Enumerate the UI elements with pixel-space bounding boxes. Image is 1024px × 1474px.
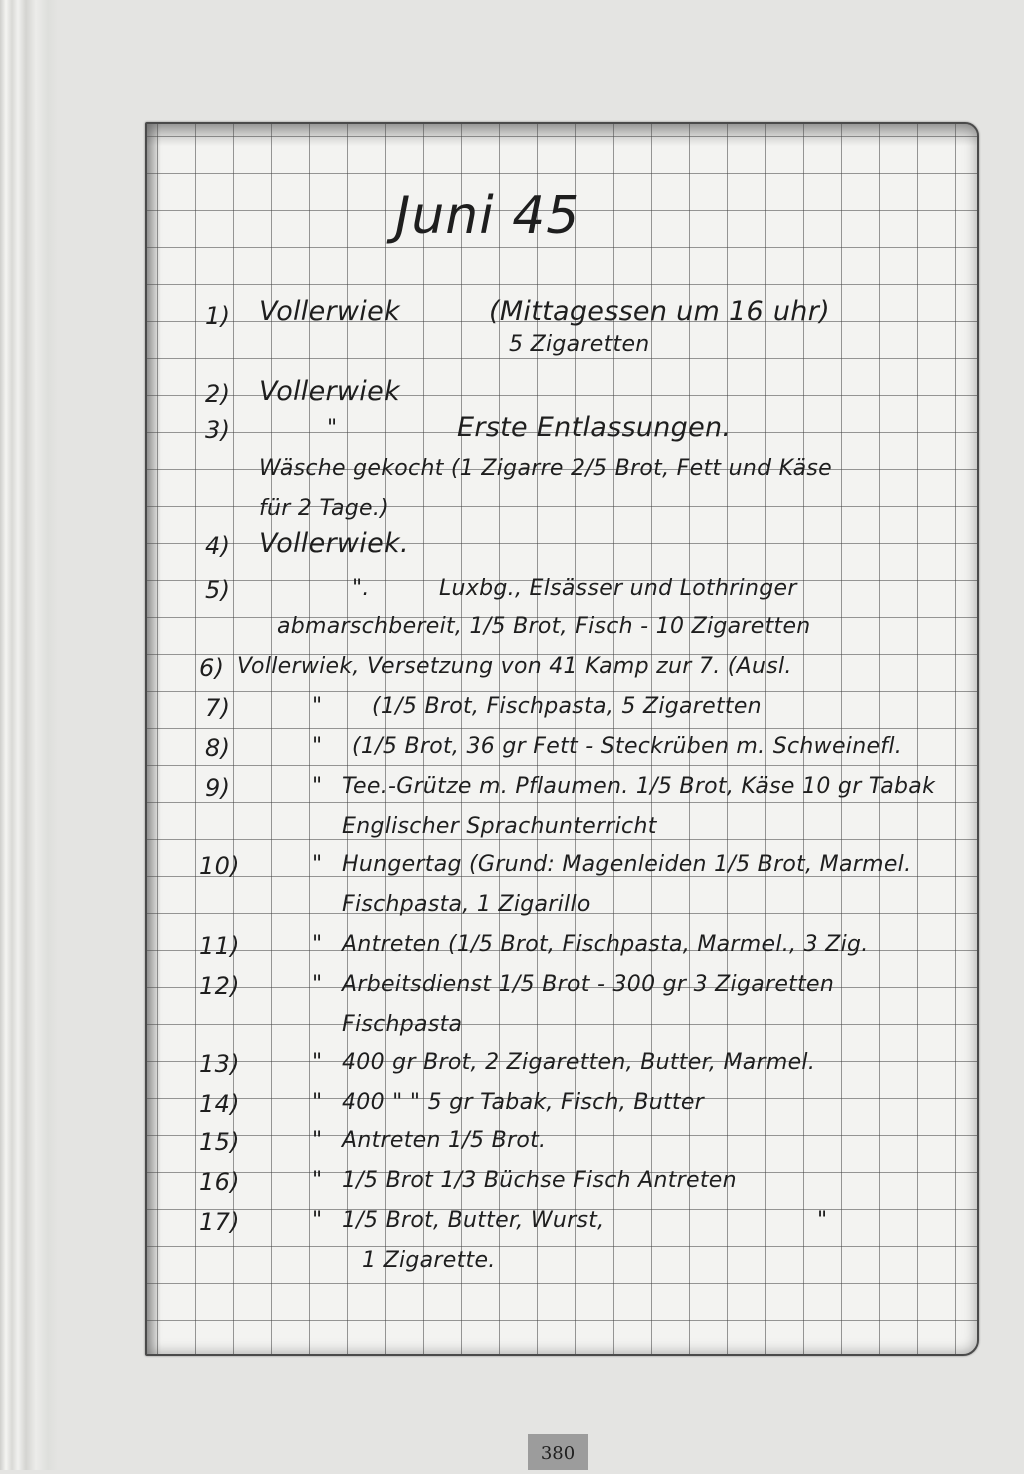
entry-text: Vollerwiek: [259, 296, 400, 327]
entry-text: 400 " " 5 gr Tabak, Fisch, Butter: [342, 1090, 705, 1115]
diary-title: Juni 45: [395, 186, 581, 246]
book-binding: [0, 0, 58, 1470]
entry-text: 1/5 Brot 1/3 Büchse Fisch Antreten: [342, 1168, 737, 1193]
entry-text: (1/5 Brot, 36 gr Fett - Steckrüben m. Schweinefl.: [352, 734, 903, 759]
ditto-mark: ": [312, 734, 323, 759]
entry-number: 6): [199, 654, 225, 682]
entry-number: 13): [199, 1050, 240, 1078]
entry-text: Fischpasta, 1 Zigarillo: [342, 892, 591, 917]
entry-number: 17): [199, 1208, 240, 1236]
entry-number: 16): [199, 1168, 240, 1196]
entry-text: Erste Entlassungen.: [457, 412, 732, 443]
entry-text: 5 Zigaretten: [509, 332, 650, 357]
ditto-mark: ": [327, 416, 338, 441]
entry-text: Vollerwiek.: [259, 528, 409, 559]
ditto-mark: ": [312, 1090, 323, 1115]
entry-number: 4): [205, 532, 231, 560]
entry-text: 1 Zigarette.: [362, 1248, 496, 1273]
entry-number: 12): [199, 972, 240, 1000]
ditto-mark: ": [312, 972, 323, 997]
entry-text: abmarschbereit, 1/5 Brot, Fisch - 10 Zigaretten: [277, 614, 811, 639]
entry-text: Wäsche gekocht (1 Zigarre 2/5 Brot, Fett und Käse: [259, 456, 832, 481]
entry-text: Antreten 1/5 Brot.: [342, 1128, 547, 1153]
entry-number: 11): [199, 932, 240, 960]
entry-text: 1/5 Brot, Butter, Wurst,: [342, 1208, 605, 1233]
ditto-mark: ": [312, 774, 323, 799]
entry-text: für 2 Tage.): [259, 496, 390, 521]
entry-number: 7): [205, 694, 231, 722]
entry-text: Hungertag (Grund: Magenleiden 1/5 Brot, Marmel.: [342, 852, 912, 877]
entry-text: Fischpasta: [342, 1012, 463, 1037]
entry-text: Tee.-Grütze m. Pflaumen. 1/5 Brot, Käse 10 gr Tabak: [342, 774, 936, 799]
entry-text: Arbeitsdienst 1/5 Brot - 300 gr 3 Zigaretten: [342, 972, 835, 997]
entry-number: 10): [199, 852, 240, 880]
page-number: 380: [528, 1434, 588, 1470]
entry-text: Luxbg., Elsässer und Lothringer: [439, 576, 797, 601]
entry-number: 2): [205, 380, 231, 408]
entry-text: 400 gr Brot, 2 Zigaretten, Butter, Marmel.: [342, 1050, 816, 1075]
ditto-mark: ": [312, 1050, 323, 1075]
entry-text: Antreten (1/5 Brot, Fischpasta, Marmel., 3 Zig.: [342, 932, 869, 957]
entry-number: 1): [205, 302, 231, 330]
entry-number: 8): [205, 734, 231, 762]
entry-number: 14): [199, 1090, 240, 1118]
ditto-mark: ": [312, 852, 323, 877]
ditto-mark: ".: [352, 576, 370, 601]
entry-number: 15): [199, 1128, 240, 1156]
ditto-mark: ": [312, 694, 323, 719]
entry-text: (Mittagessen um 16 uhr): [489, 296, 830, 327]
entry-number: 9): [205, 774, 231, 802]
entry-number: 3): [205, 416, 231, 444]
entry-text: (1/5 Brot, Fischpasta, 5 Zigaretten: [372, 694, 762, 719]
ditto-mark: ": [312, 1208, 323, 1233]
ditto-mark: ": [312, 1128, 323, 1153]
ditto-mark: ": [817, 1208, 828, 1233]
ditto-mark: ": [312, 932, 323, 957]
notebook-page: [145, 122, 979, 1356]
entry-text: Englischer Sprachunterricht: [342, 814, 657, 839]
ditto-mark: ": [312, 1168, 323, 1193]
entry-number: 5): [205, 576, 231, 604]
entry-text: Vollerwiek: [259, 376, 400, 407]
entry-text: Vollerwiek, Versetzung von 41 Kamp zur 7. (Ausl.: [237, 654, 792, 679]
